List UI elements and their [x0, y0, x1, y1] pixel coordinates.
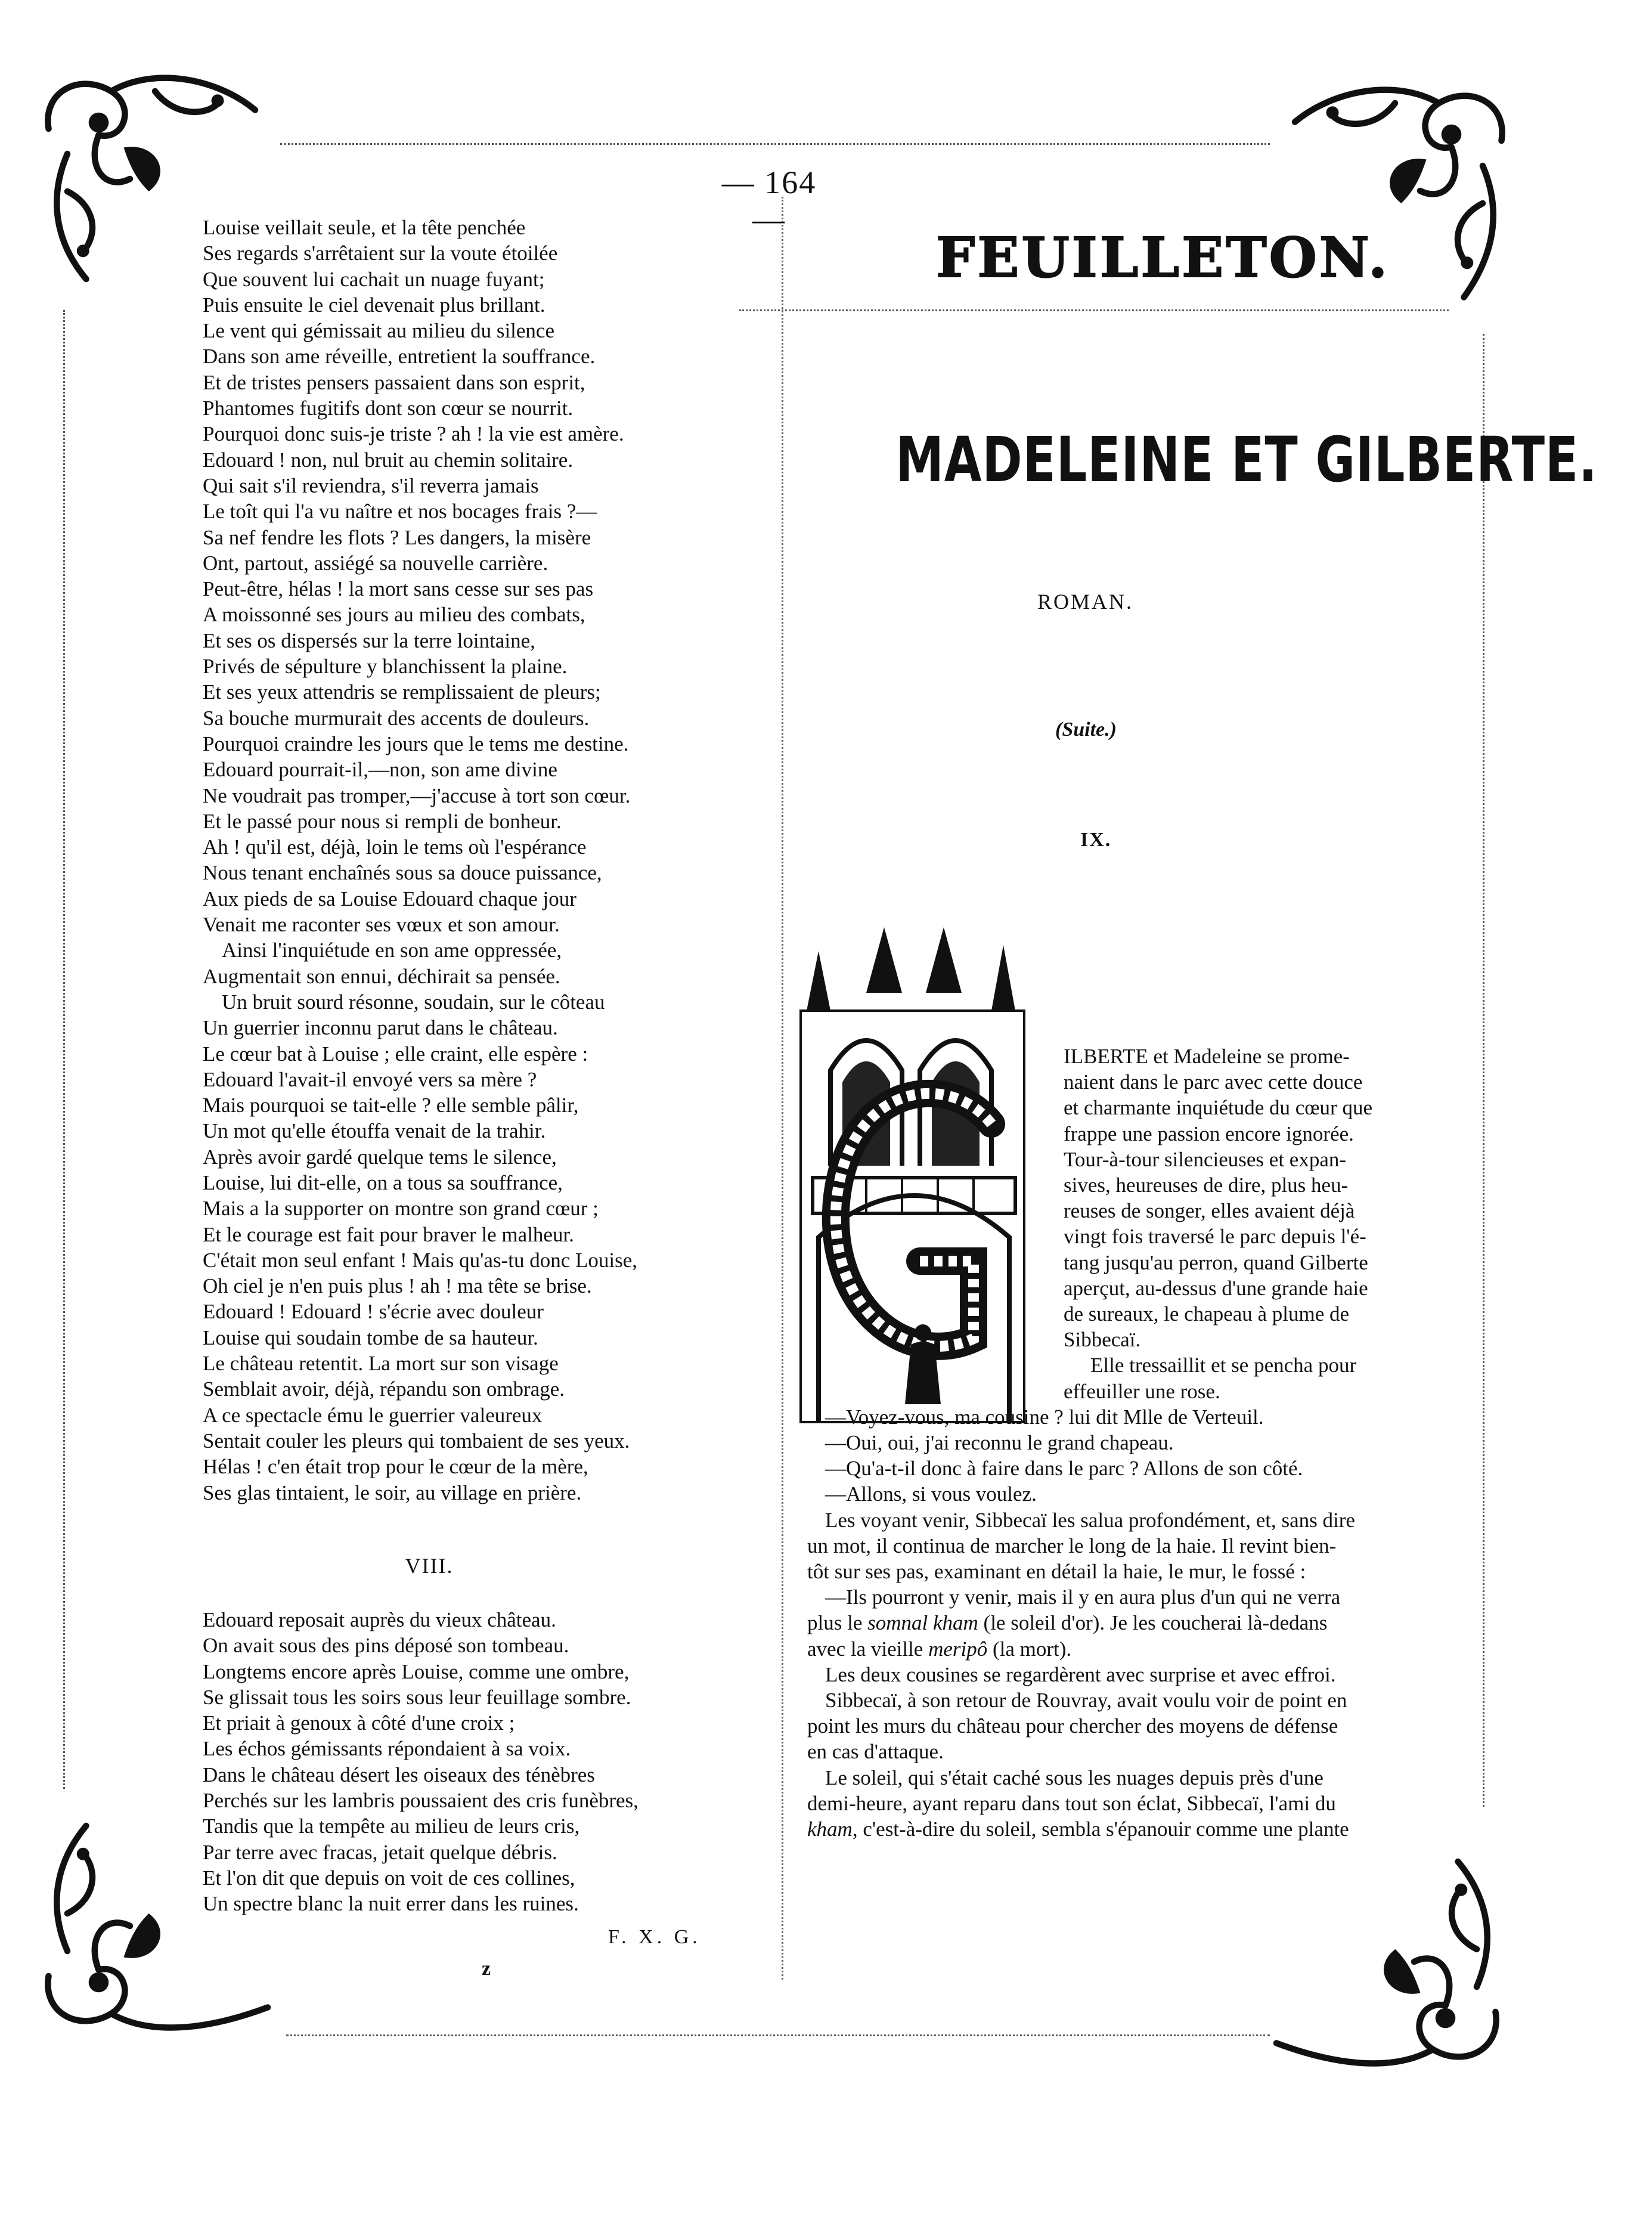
poem-line: Louise qui soudain tombe de sa hauteur.: [203, 1326, 538, 1349]
prose-line: —Allons, si vous voulez.: [825, 1482, 1037, 1506]
prose-fragment: avec la vieille: [807, 1637, 929, 1661]
prose-line: aperçut, au-dessus d'une grande haie: [1064, 1276, 1368, 1300]
italic-term: kham: [807, 1817, 853, 1841]
prose-line: —Voyez-vous, ma cousine ? lui dit Mlle de Verteuil.: [825, 1405, 1264, 1429]
poem-line: Un spectre blanc la nuit errer dans les ruines.: [203, 1892, 579, 1916]
prose-line: sives, heureuses de dire, plus heu-: [1064, 1173, 1349, 1197]
poem-line: Louise veillait seule, et la tête penchée: [203, 216, 526, 239]
prose-line: —Ils pourront y venir, mais il y en aura plus d'un qui ne verra: [825, 1585, 1341, 1609]
prose-line: reuses de songer, elles avaient déjà: [1064, 1199, 1355, 1223]
poem-line: Oh ciel je n'en puis plus ! ah ! ma tête se brise.: [203, 1274, 592, 1298]
poem-line: Louise, lui dit-elle, on a tous sa souffrance,: [203, 1170, 563, 1194]
poem-line: Qui sait s'il reviendra, s'il reverra jamais: [203, 473, 539, 497]
poem-line: Ne voudrait pas tromper,—j'accuse à tort son cœur.: [203, 784, 631, 807]
poem-line: Ses regards s'arrêtaient sur la voute étoilée: [203, 241, 558, 265]
poem-line: A ce spectacle ému le guerrier valeureux: [203, 1403, 543, 1427]
novel-text: [807, 1043, 1425, 1842]
prose-line: Sibbecaï, à son retour de Rouvray, avait voulu voir de point en: [825, 1689, 1347, 1712]
poem-line: Pourquoi donc suis-je triste ? ah ! la vie est amère.: [203, 422, 624, 446]
poem-line: Augmentait son ennui, déchirait sa pensée.: [203, 964, 560, 988]
poem-line: Le toît qui l'a vu naître et nos bocages frais ?—: [203, 500, 597, 524]
prose-line: point les murs du château pour chercher des moyens de défense: [807, 1714, 1338, 1738]
prose-line: Sibbecaï.: [1064, 1328, 1141, 1352]
frame-left-rule: [63, 310, 65, 1789]
poem-line: Ont, partout, assiégé sa nouvelle carrière.: [203, 551, 548, 575]
prose-line: et charmante inquiétude du cœur que: [1064, 1096, 1372, 1120]
poem-line: Après avoir gardé quelque tems le silence,: [203, 1145, 557, 1169]
poem-line: Un mot qu'elle étouffa venait de la trahir.: [203, 1119, 546, 1143]
poem-part-two: [203, 1607, 739, 1917]
poem-line: Et l'on dit que depuis on voit de ces collines,: [203, 1866, 575, 1890]
frame-right-rule: [1483, 334, 1484, 1807]
prose-line: naient dans le parc avec cette douce: [1064, 1070, 1363, 1094]
feuilleton-masthead: [936, 225, 1390, 290]
poem-line: Tandis que la tempête au milieu de leurs cris,: [203, 1814, 580, 1838]
frame-bottom-rule: [286, 2034, 1270, 2036]
feuilleton-label: FEUILLETON.: [936, 225, 1390, 290]
poem-line: Dans le château désert les oiseaux des ténèbres: [203, 1763, 595, 1786]
prose-line: tôt sur ses pas, examinant en détail la haie, le mur, le fossé :: [807, 1560, 1306, 1584]
poem-line: Semblait avoir, déjà, répandu son ombrage.: [203, 1377, 565, 1401]
page-number: — 164 —: [721, 165, 817, 237]
poem-part-one: [203, 215, 739, 1506]
prose-line: Elle tressaillit et se pencha pour: [1090, 1354, 1357, 1377]
poem-line: Et ses os dispersés sur la terre lointaine,: [203, 628, 535, 652]
poem-line: Mais a la supporter on montre son grand cœur ;: [203, 1197, 599, 1221]
prose-fragment: (le soleil d'or). Je les coucherai là-dedans: [978, 1611, 1328, 1635]
poem-line: Edouard reposait auprès du vieux château.: [203, 1608, 556, 1631]
poem-line: Venait me raconter ses vœux et son amour.: [203, 913, 560, 937]
poem-line: Un guerrier inconnu parut dans le château.: [203, 1016, 558, 1040]
poem-line: Privés de sépulture y blanchissent la plaine.: [203, 655, 568, 679]
poem-line: Par terre avec fracas, jetait quelque débris.: [203, 1840, 557, 1864]
poem-line: Aux pieds de sa Louise Edouard chaque jour: [203, 887, 577, 911]
italic-term: somnal kham: [867, 1611, 978, 1635]
poem-line: Un bruit sourd résonne, soudain, sur le côteau: [222, 990, 605, 1014]
prose-line: [807, 1610, 1425, 1636]
prose-line: [807, 1636, 1425, 1662]
prose-line: Tour-à-tour silencieuses et expan-: [1064, 1147, 1347, 1171]
prose-fragment: (la mort).: [987, 1637, 1072, 1661]
poem-line: Edouard ! non, nul bruit au chemin solitaire.: [203, 448, 574, 472]
signature-mark: z: [482, 1958, 491, 1980]
poem-line: Et ses yeux attendris se remplissaient de pleurs;: [203, 680, 601, 704]
prose-line: Les deux cousines se regardèrent avec surprise et avec effroi.: [825, 1662, 1336, 1686]
prose-line: effeuiller une rose.: [1064, 1379, 1220, 1403]
poem-line: Hélas ! c'en était trop pour le cœur de la mère,: [203, 1455, 588, 1479]
poem-line: Le vent qui gémissait au milieu du silence: [203, 319, 554, 343]
poem-line: Edouard l'avait-il envoyé vers sa mère ?: [203, 1067, 537, 1091]
poem-line: Ainsi l'inquiétude en son ame oppressée,: [222, 939, 562, 962]
prose-line: [807, 1816, 1425, 1842]
section-heading-viii: VIII.: [405, 1554, 454, 1578]
poem-line: Edouard ! Edouard ! s'écrie avec douleur: [203, 1300, 544, 1324]
prose-line: tang jusqu'au perron, quand Gilberte: [1064, 1250, 1368, 1274]
poem-line: A moissonné ses jours au milieu des combats,: [203, 603, 585, 627]
poem-line: On avait sous des pins déposé son tombeau.: [203, 1634, 569, 1658]
chapter-heading-ix: IX.: [1080, 829, 1112, 851]
prose-line: Les voyant venir, Sibbecaï les salua profondément, et, sans dire: [825, 1508, 1355, 1532]
prose-line: ILBERTE et Madeleine se prome-: [1064, 1045, 1350, 1068]
poem-line: Mais pourquoi se tait-elle ? elle semble pâlir,: [203, 1094, 579, 1117]
prose-line: Le soleil, qui s'était caché sous les nuages depuis près d'une: [825, 1766, 1324, 1789]
prose-fragment: , c'est-à-dire du soleil, sembla s'épanouir comme une plante: [852, 1817, 1349, 1841]
prose-line: en cas d'attaque.: [807, 1740, 944, 1764]
column-divider: [782, 197, 783, 1980]
frame-top-rule: [280, 143, 1270, 145]
poem-line: Sa nef fendre les flots ? Les dangers, la misère: [203, 525, 591, 549]
prose-line: un mot, il continua de marcher le long de la haie. Il revint bien-: [807, 1534, 1337, 1557]
prose-line: —Oui, oui, j'ai reconnu le grand chapeau.: [825, 1431, 1174, 1455]
prose-line: demi-heure, ayant reparu dans tout son éclat, Sibbecaï, l'ami du: [807, 1791, 1336, 1815]
poem-line: Longtems encore après Louise, comme une ombre,: [203, 1659, 630, 1683]
poem-line: Ah ! qu'il est, déjà, loin le tems où l'espérance: [203, 835, 587, 859]
prose-line: de sureaux, le chapeau à plume de: [1064, 1302, 1350, 1326]
poem-line: Et priait à genoux à côté d'une croix ;: [203, 1711, 515, 1735]
poem-line: Nous tenant enchaînés sous sa douce puissance,: [203, 861, 602, 885]
prose-fragment: plus le: [807, 1611, 868, 1635]
poem-line: Perchés sur les lambris poussaient des cris funèbres,: [203, 1789, 639, 1813]
poem-line: Et le courage est fait pour braver le malheur.: [203, 1222, 574, 1246]
genre-label: ROMAN.: [1037, 590, 1134, 614]
novel-title: MADELEINE ET GILBERTE.: [895, 423, 1598, 496]
corner-ornament-bottom-right: [1264, 1837, 1514, 2087]
poem-line: Sentait couler les pleurs qui tombaient de ses yeux.: [203, 1429, 630, 1453]
poem-line: Et le passé pour nous si rempli de bonheur.: [203, 809, 562, 833]
poem-line: Ses glas tintaient, le soir, au village en prière.: [203, 1481, 582, 1504]
poem-line: Le château retentit. La mort sur son visage: [203, 1352, 559, 1376]
poem-line: Se glissait tous les soirs sous leur feuillage sombre.: [203, 1685, 631, 1709]
poem-line: Dans son ame réveille, entretient la souffrance.: [203, 345, 596, 368]
poem-line: Phantomes fugitifs dont son cœur se nourrit.: [203, 397, 574, 420]
poem-line: Et de tristes pensers passaient dans son esprit,: [203, 370, 585, 394]
italic-term: meripô: [928, 1637, 988, 1661]
poem-line: C'était mon seul enfant ! Mais qu'as-tu donc Louise,: [203, 1248, 637, 1272]
prose-line: vingt fois traversé le parc depuis l'é-: [1064, 1225, 1366, 1249]
poem-line: Sa bouche murmurait des accents de douleurs.: [203, 706, 590, 730]
suite-label: (Suite.): [1055, 719, 1117, 741]
prose-line: frappe une passion encore ignorée.: [1064, 1122, 1354, 1145]
poem-line: Les échos gémissants répondaient à sa voix.: [203, 1737, 571, 1761]
poem-line: Que souvent lui cachait un nuage fuyant;: [203, 267, 545, 291]
poem-line: Peut-être, hélas ! la mort sans cesse sur ses pas: [203, 577, 594, 601]
poem-line: Puis ensuite le ciel devenait plus brillant.: [203, 293, 545, 317]
poem-line: Edouard pourrait-il,—non, son ame divine: [203, 758, 557, 782]
author-signature: F. X. G.: [608, 1926, 701, 1948]
poem-line: Pourquoi craindre les jours que le tems me destine.: [203, 732, 629, 755]
poem-line: Le cœur bat à Louise ; elle craint, elle espère :: [203, 1042, 588, 1066]
prose-line: —Qu'a-t-il donc à faire dans le parc ? Allons de son côté.: [825, 1457, 1303, 1481]
